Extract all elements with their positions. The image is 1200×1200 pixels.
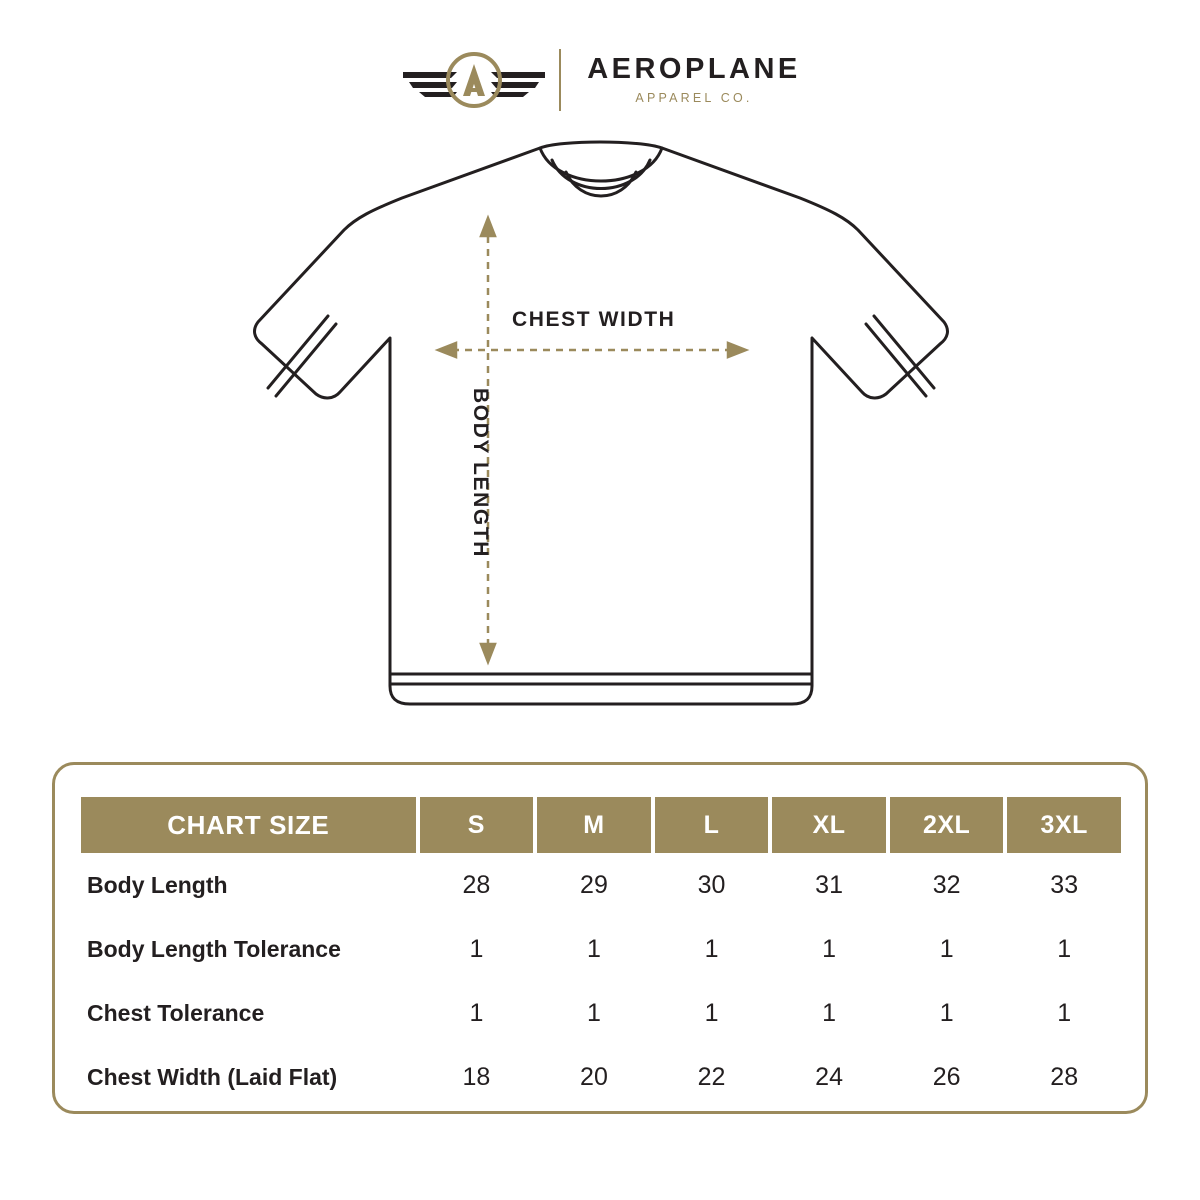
chest-width-label: CHEST WIDTH (512, 308, 676, 331)
cell-chest-tolerance-m: 1 (587, 998, 601, 1027)
cell-body-length-3xl: 33 (1050, 870, 1079, 899)
brand-wordmark (587, 55, 801, 105)
brand-name: AEROPLANE (587, 53, 801, 86)
table-row (81, 981, 1121, 1045)
size-chart-card (52, 762, 1148, 1114)
cell-body-length-tolerance-m: 1 (587, 934, 601, 963)
size-chart-table (77, 797, 1125, 1109)
body-length-label: BODY LENGTH (469, 388, 492, 559)
cell-chest-tolerance-2xl: 1 (939, 998, 954, 1027)
cell-body-length-xl: 31 (815, 870, 843, 899)
row-label-chest-width: Chest Width (Laid Flat) (87, 1063, 338, 1090)
cell-body-length-l: 30 (697, 870, 726, 899)
aeroplane-wings-monogram-icon (399, 44, 549, 116)
size-header-xl: XL (772, 797, 886, 853)
size-header-s: S (420, 797, 534, 853)
cell-body-length-tolerance-s: 1 (469, 934, 484, 963)
brand-divider (559, 49, 561, 111)
table-row (81, 853, 1121, 917)
size-header-3xl: 3XL (1007, 797, 1121, 853)
cell-body-length-m: 29 (580, 870, 608, 899)
cell-chest-tolerance-xl: 1 (822, 998, 837, 1027)
cell-body-length-2xl: 32 (932, 870, 961, 899)
cell-body-length-tolerance-xl: 1 (822, 934, 837, 963)
cell-chest-tolerance-l: 1 (704, 998, 719, 1027)
tshirt-diagram (0, 126, 1200, 746)
cell-chest-width-s: 18 (462, 1062, 491, 1091)
row-label-chest-tolerance: Chest Tolerance (87, 999, 265, 1026)
cell-chest-width-l: 22 (697, 1062, 726, 1091)
tshirt-flat-lay-icon (0, 126, 1200, 746)
cell-body-length-s: 28 (462, 870, 491, 899)
cell-chest-width-xl: 24 (815, 1062, 843, 1091)
brand-tagline: APPAREL CO. (635, 91, 753, 106)
cell-chest-tolerance-3xl: 1 (1057, 998, 1072, 1027)
cell-chest-tolerance-s: 1 (469, 998, 484, 1027)
size-chart-header-row (81, 797, 1121, 853)
cell-body-length-tolerance-l: 1 (704, 934, 719, 963)
size-header-2xl: 2XL (890, 797, 1004, 853)
chart-size-header: CHART SIZE (81, 797, 416, 853)
cell-chest-width-3xl: 28 (1050, 1062, 1079, 1091)
brand-header (0, 44, 1200, 116)
row-label-body-length-tolerance: Body Length Tolerance (87, 935, 341, 962)
cell-chest-width-m: 20 (580, 1062, 608, 1091)
cell-body-length-tolerance-3xl: 1 (1057, 934, 1072, 963)
size-header-m: M (537, 797, 651, 853)
cell-body-length-tolerance-2xl: 1 (939, 934, 954, 963)
row-label-body-length: Body Length (87, 871, 228, 898)
size-header-l: L (655, 797, 769, 853)
table-row (81, 1045, 1121, 1109)
cell-chest-width-2xl: 26 (932, 1062, 961, 1091)
table-row (81, 917, 1121, 981)
